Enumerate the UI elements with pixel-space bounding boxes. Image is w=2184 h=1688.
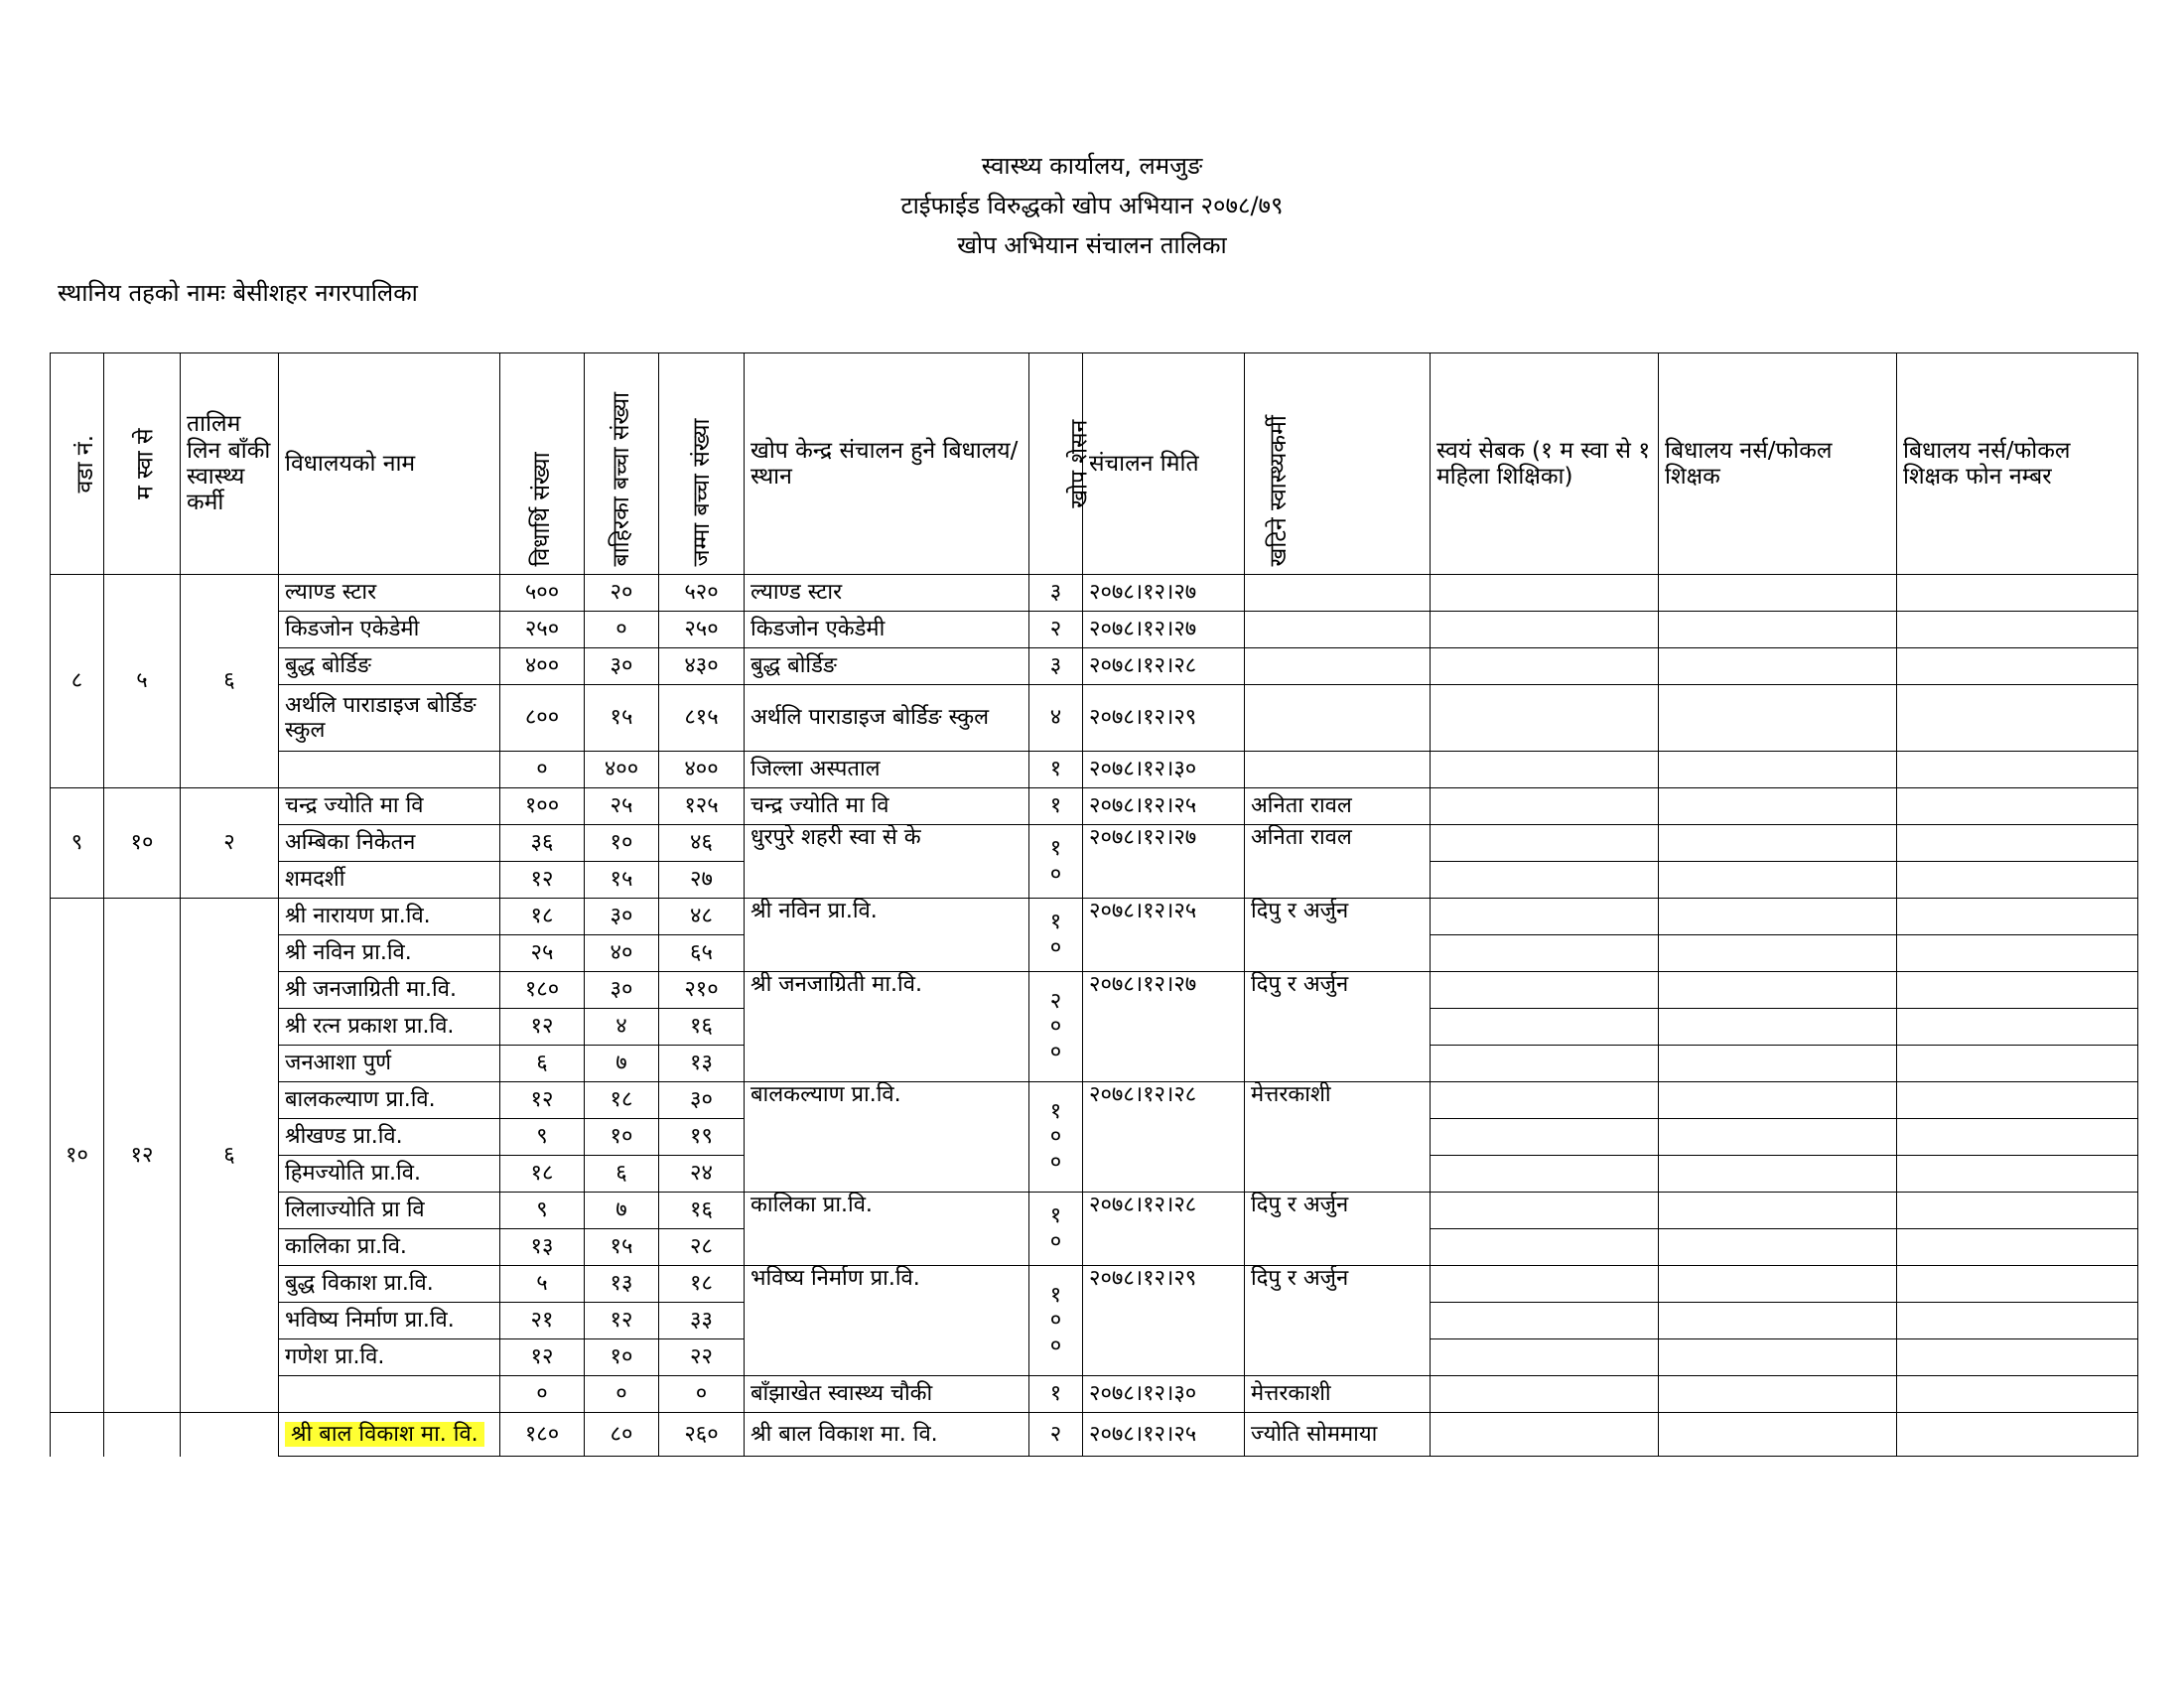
col-ward: वडा नं.: [51, 353, 104, 575]
outside-cell: १३: [585, 1266, 659, 1303]
nurse-cell: [1659, 1413, 1897, 1457]
outside-cell: १८: [585, 1082, 659, 1119]
nurse-phone-cell: [1897, 1156, 2138, 1193]
school-cell: श्री जनजाग्रिती मा.वि.: [279, 972, 500, 1009]
total-cell: ४००: [659, 752, 745, 788]
students-cell: ९: [500, 1193, 585, 1229]
total-cell: ८१५: [659, 685, 745, 752]
nurse-cell: [1659, 862, 1897, 899]
session-cell: १ ०: [1029, 1193, 1083, 1266]
nurse-cell: [1659, 1046, 1897, 1082]
date-cell: २०७८।१२।२९: [1083, 1266, 1245, 1376]
outside-cell: ४००: [585, 752, 659, 788]
school-cell: श्री नारायण प्रा.वि.: [279, 899, 500, 935]
nurse-phone-cell: [1897, 1413, 2138, 1457]
nurse-cell: [1659, 1376, 1897, 1413]
total-cell: १३: [659, 1046, 745, 1082]
nurse-phone-cell: [1897, 575, 2138, 612]
center-cell: जिल्ला अस्पताल: [745, 752, 1029, 788]
nurse-phone-cell: [1897, 935, 2138, 972]
col-fchv: म स्वा से: [104, 353, 181, 575]
outside-cell: ६: [585, 1156, 659, 1193]
col-nurse-phone: बिधालय नर्स/फोकल शिक्षक फोन नम्बर: [1897, 353, 2138, 575]
col-vaccination-center: खोप केन्द्र संचालन हुने बिधालय/स्थान: [745, 353, 1029, 575]
nurse-phone-cell: [1897, 1229, 2138, 1266]
students-cell: १२: [500, 862, 585, 899]
worker-cell: [1245, 752, 1431, 788]
volunteer-cell: [1431, 1229, 1659, 1266]
school-cell: जनआशा पुर्ण: [279, 1046, 500, 1082]
students-cell: १२: [500, 1082, 585, 1119]
nurse-phone-cell: [1897, 1303, 2138, 1339]
volunteer-cell: [1431, 1303, 1659, 1339]
outside-cell: १५: [585, 862, 659, 899]
total-cell: १६: [659, 1193, 745, 1229]
students-cell: ५००: [500, 575, 585, 612]
col-nurse: बिधालय नर्स/फोकल शिक्षक: [1659, 353, 1897, 575]
total-cell: २६०: [659, 1413, 745, 1457]
nurse-phone-cell: [1897, 1376, 2138, 1413]
school-cell: चन्द्र ज्योति मा वि: [279, 788, 500, 825]
nurse-cell: [1659, 1339, 1897, 1376]
total-cell: ४३०: [659, 648, 745, 685]
total-cell: १८: [659, 1266, 745, 1303]
session-cell: ३: [1029, 648, 1083, 685]
total-cell: २७: [659, 862, 745, 899]
nurse-cell: [1659, 1266, 1897, 1303]
total-cell: ५२०: [659, 575, 745, 612]
trained-cell: २: [181, 788, 279, 899]
total-cell: २१०: [659, 972, 745, 1009]
fchv-cell: [104, 1413, 181, 1457]
students-cell: १८: [500, 1156, 585, 1193]
date-cell: २०७८।१२।२८: [1083, 648, 1245, 685]
worker-cell: [1245, 685, 1431, 752]
total-cell: २२: [659, 1339, 745, 1376]
date-cell: २०७८।१२।२८: [1083, 1193, 1245, 1266]
students-cell: ५: [500, 1266, 585, 1303]
date-cell: २०७८।१२।३०: [1083, 1376, 1245, 1413]
header-row: [51, 353, 2138, 575]
nurse-cell: [1659, 1009, 1897, 1046]
school-cell: बुद्ध बोर्डिङ: [279, 648, 500, 685]
school-cell: बालकल्याण प्रा.वि.: [279, 1082, 500, 1119]
nurse-phone-cell: [1897, 899, 2138, 935]
center-cell: ल्याण्ड स्टार: [745, 575, 1029, 612]
nurse-cell: [1659, 685, 1897, 752]
table-row: [51, 788, 2138, 825]
volunteer-cell: [1431, 752, 1659, 788]
outside-cell: ३०: [585, 899, 659, 935]
school-cell: अम्बिका निकेतन: [279, 825, 500, 862]
school-cell: हिमज्योति प्रा.वि.: [279, 1156, 500, 1193]
total-cell: ३३: [659, 1303, 745, 1339]
nurse-cell: [1659, 788, 1897, 825]
trained-cell: [181, 1413, 279, 1457]
nurse-cell: [1659, 825, 1897, 862]
schedule-title: खोप अभियान संचालन तालिका: [957, 231, 1227, 259]
school-cell: शमदर्शी: [279, 862, 500, 899]
nurse-phone-cell: [1897, 862, 2138, 899]
date-cell: २०७८।१२।२७: [1083, 972, 1245, 1082]
center-cell: अर्थलि पाराडाइज बोर्डिङ स्कुल: [745, 685, 1029, 752]
table-row: [51, 648, 2138, 685]
school-cell: [279, 1376, 500, 1413]
school-cell: [279, 1413, 500, 1457]
school-cell: अर्थलि पाराडाइज बोर्डिङ स्कुल: [279, 685, 500, 752]
date-cell: २०७८।१२।२७: [1083, 575, 1245, 612]
students-cell: १८०: [500, 972, 585, 1009]
table-row: [51, 972, 2138, 1009]
center-cell: धुरपुरे शहरी स्वा से के: [745, 825, 1029, 899]
total-cell: ६५: [659, 935, 745, 972]
table-row: [51, 1193, 2138, 1229]
nurse-phone-cell: [1897, 1082, 2138, 1119]
nurse-phone-cell: [1897, 788, 2138, 825]
school-cell: श्री रत्न प्रकाश प्रा.वि.: [279, 1009, 500, 1046]
students-cell: १८: [500, 899, 585, 935]
table-row: [51, 685, 2138, 752]
students-cell: २१: [500, 1303, 585, 1339]
total-cell: ३०: [659, 1082, 745, 1119]
volunteer-cell: [1431, 1376, 1659, 1413]
table-row: [51, 752, 2138, 788]
nurse-cell: [1659, 612, 1897, 648]
table-row: [51, 1376, 2138, 1413]
session-cell: ३: [1029, 575, 1083, 612]
vaccination-schedule-table: [50, 352, 2138, 1457]
outside-cell: १२: [585, 1303, 659, 1339]
students-cell: ०: [500, 752, 585, 788]
center-cell: कालिका प्रा.वि.: [745, 1193, 1029, 1266]
school-cell: लिलाज्योति प्रा वि: [279, 1193, 500, 1229]
outside-cell: १०: [585, 1119, 659, 1156]
nurse-cell: [1659, 899, 1897, 935]
nurse-cell: [1659, 648, 1897, 685]
nurse-cell: [1659, 1229, 1897, 1266]
volunteer-cell: [1431, 1156, 1659, 1193]
nurse-phone-cell: [1897, 1193, 2138, 1229]
volunteer-cell: [1431, 1193, 1659, 1229]
session-cell: १ ० ०: [1029, 1082, 1083, 1193]
nurse-cell: [1659, 935, 1897, 972]
volunteer-cell: [1431, 1413, 1659, 1457]
outside-cell: ०: [585, 612, 659, 648]
total-cell: २८: [659, 1229, 745, 1266]
col-volunteer: स्वयं सेबक (१ म स्वा से १ महिला शिक्षिका): [1431, 353, 1659, 575]
students-cell: १३: [500, 1229, 585, 1266]
total-cell: ४८: [659, 899, 745, 935]
nurse-phone-cell: [1897, 612, 2138, 648]
nurse-phone-cell: [1897, 1009, 2138, 1046]
center-cell: चन्द्र ज्योति मा वि: [745, 788, 1029, 825]
volunteer-cell: [1431, 825, 1659, 862]
nurse-cell: [1659, 972, 1897, 1009]
center-cell: किडजोन एकेडेमी: [745, 612, 1029, 648]
nurse-cell: [1659, 575, 1897, 612]
highlighted-school-name: श्री बाल विकाश मा. वि.: [285, 1422, 484, 1447]
col-school-name: विधालयको नाम: [279, 353, 500, 575]
outside-cell: १५: [585, 1229, 659, 1266]
worker-cell: ज्योति सोममाया: [1245, 1413, 1431, 1457]
volunteer-cell: [1431, 972, 1659, 1009]
nurse-cell: [1659, 752, 1897, 788]
school-cell: श्रीखण्ड प्रा.वि.: [279, 1119, 500, 1156]
date-cell: २०७८।१२।२५: [1083, 788, 1245, 825]
outside-cell: ४०: [585, 935, 659, 972]
session-cell: २: [1029, 612, 1083, 648]
volunteer-cell: [1431, 1119, 1659, 1156]
school-cell: किडजोन एकेडेमी: [279, 612, 500, 648]
volunteer-cell: [1431, 1009, 1659, 1046]
session-cell: १ ० ०: [1029, 1266, 1083, 1376]
table-row: [51, 825, 2138, 862]
worker-cell: मेत्तरकाशी: [1245, 1082, 1431, 1193]
worker-cell: दिपु र अर्जुन: [1245, 1266, 1431, 1376]
students-cell: ४००: [500, 648, 585, 685]
students-cell: १८०: [500, 1413, 585, 1457]
trained-cell: ६: [181, 899, 279, 1413]
col-students: विधार्थि संख्या: [500, 353, 585, 575]
col-outside-children: बाहिरका बच्चा संख्या: [585, 353, 659, 575]
volunteer-cell: [1431, 1339, 1659, 1376]
volunteer-cell: [1431, 648, 1659, 685]
outside-cell: ०: [585, 1376, 659, 1413]
outside-cell: २०: [585, 575, 659, 612]
volunteer-cell: [1431, 1266, 1659, 1303]
table-row: [51, 575, 2138, 612]
students-cell: ३६: [500, 825, 585, 862]
students-cell: १२: [500, 1339, 585, 1376]
volunteer-cell: [1431, 1082, 1659, 1119]
volunteer-cell: [1431, 1046, 1659, 1082]
local-level-name: स्थानिय तहको नामः बेसीशहर नगरपालिका: [58, 279, 418, 307]
nurse-phone-cell: [1897, 972, 2138, 1009]
total-cell: ४६: [659, 825, 745, 862]
volunteer-cell: [1431, 612, 1659, 648]
office-title: स्वास्थ्य कार्यालय, लमजुङ: [981, 152, 1203, 180]
nurse-cell: [1659, 1082, 1897, 1119]
fchv-cell: १२: [104, 899, 181, 1413]
worker-cell: [1245, 612, 1431, 648]
date-cell: २०७८।१२।२७: [1083, 825, 1245, 899]
outside-cell: ३०: [585, 972, 659, 1009]
date-cell: २०७८।१२।२५: [1083, 1413, 1245, 1457]
school-cell: ल्याण्ड स्टार: [279, 575, 500, 612]
total-cell: २५०: [659, 612, 745, 648]
session-cell: १: [1029, 788, 1083, 825]
total-cell: १२५: [659, 788, 745, 825]
date-cell: २०७८।१२।२८: [1083, 1082, 1245, 1193]
nurse-cell: [1659, 1156, 1897, 1193]
outside-cell: १०: [585, 825, 659, 862]
worker-cell: दिपु र अर्जुन: [1245, 972, 1431, 1082]
school-cell: श्री नविन प्रा.वि.: [279, 935, 500, 972]
trained-cell: ६: [181, 575, 279, 788]
date-cell: २०७८।१२।२५: [1083, 899, 1245, 972]
outside-cell: २५: [585, 788, 659, 825]
col-health-worker: खटिने स्वास्थ्यकर्मी: [1245, 353, 1431, 575]
volunteer-cell: [1431, 862, 1659, 899]
students-cell: १२: [500, 1009, 585, 1046]
col-date: संचालन मिति: [1083, 353, 1245, 575]
volunteer-cell: [1431, 899, 1659, 935]
nurse-phone-cell: [1897, 752, 2138, 788]
outside-cell: ८०: [585, 1413, 659, 1457]
nurse-phone-cell: [1897, 1266, 2138, 1303]
outside-cell: १५: [585, 685, 659, 752]
ward-cell: [51, 1413, 104, 1457]
center-cell: बाँझाखेत स्वास्थ्य चौकी: [745, 1376, 1029, 1413]
nurse-phone-cell: [1897, 825, 2138, 862]
school-cell: बुद्ध विकाश प्रा.वि.: [279, 1266, 500, 1303]
date-cell: २०७८।१२।३०: [1083, 752, 1245, 788]
session-cell: २ ० ०: [1029, 972, 1083, 1082]
session-cell: १: [1029, 1376, 1083, 1413]
worker-cell: मेत्तरकाशी: [1245, 1376, 1431, 1413]
session-cell: ४: [1029, 685, 1083, 752]
table-row: [51, 1266, 2138, 1303]
total-cell: १९: [659, 1119, 745, 1156]
worker-cell: दिपु र अर्जुन: [1245, 1193, 1431, 1266]
total-cell: १६: [659, 1009, 745, 1046]
outside-cell: ३०: [585, 648, 659, 685]
ward-cell: १०: [51, 899, 104, 1413]
nurse-cell: [1659, 1119, 1897, 1156]
table-row: [51, 612, 2138, 648]
nurse-cell: [1659, 1193, 1897, 1229]
total-cell: ०: [659, 1376, 745, 1413]
students-cell: ९: [500, 1119, 585, 1156]
session-cell: २: [1029, 1413, 1083, 1457]
outside-cell: ४: [585, 1009, 659, 1046]
nurse-phone-cell: [1897, 648, 2138, 685]
students-cell: १००: [500, 788, 585, 825]
outside-cell: ७: [585, 1046, 659, 1082]
table-row: [51, 1082, 2138, 1119]
worker-cell: दिपु र अर्जुन: [1245, 899, 1431, 972]
table-row: [51, 1413, 2138, 1457]
students-cell: ६: [500, 1046, 585, 1082]
outside-cell: १०: [585, 1339, 659, 1376]
students-cell: ०: [500, 1376, 585, 1413]
center-cell: बालकल्याण प्रा.वि.: [745, 1082, 1029, 1193]
session-cell: १ ०: [1029, 899, 1083, 972]
nurse-phone-cell: [1897, 1046, 2138, 1082]
nurse-phone-cell: [1897, 1119, 2138, 1156]
center-cell: भविष्य निर्माण प्रा.वि.: [745, 1266, 1029, 1376]
students-cell: ८००: [500, 685, 585, 752]
campaign-title: टाईफाईड विरुद्धको खोप अभियान २०७८/७९: [900, 192, 1284, 219]
school-cell: गणेश प्रा.वि.: [279, 1339, 500, 1376]
worker-cell: अनिता रावल: [1245, 788, 1431, 825]
school-cell: कालिका प्रा.वि.: [279, 1229, 500, 1266]
date-cell: २०७८।१२।२९: [1083, 685, 1245, 752]
volunteer-cell: [1431, 788, 1659, 825]
session-cell: १: [1029, 752, 1083, 788]
school-cell: [279, 752, 500, 788]
ward-cell: ९: [51, 788, 104, 899]
center-cell: श्री जनजाग्रिती मा.वि.: [745, 972, 1029, 1082]
center-cell: श्री बाल विकाश मा. वि.: [745, 1413, 1029, 1457]
worker-cell: [1245, 575, 1431, 612]
col-trained-remaining: तालिम लिन बाँकी स्वास्थ्य कर्मी: [181, 353, 279, 575]
volunteer-cell: [1431, 575, 1659, 612]
fchv-cell: ५: [104, 575, 181, 788]
students-cell: २५: [500, 935, 585, 972]
nurse-phone-cell: [1897, 685, 2138, 752]
session-cell: १ ०: [1029, 825, 1083, 899]
nurse-cell: [1659, 1303, 1897, 1339]
table-row: [51, 899, 2138, 935]
nurse-phone-cell: [1897, 1339, 2138, 1376]
volunteer-cell: [1431, 935, 1659, 972]
center-cell: बुद्ध बोर्डिङ: [745, 648, 1029, 685]
students-cell: २५०: [500, 612, 585, 648]
school-cell: भविष्य निर्माण प्रा.वि.: [279, 1303, 500, 1339]
center-cell: श्री नविन प्रा.वि.: [745, 899, 1029, 972]
ward-cell: ८: [51, 575, 104, 788]
col-total-children: जम्मा बच्चा संख्या: [659, 353, 745, 575]
worker-cell: [1245, 648, 1431, 685]
fchv-cell: १०: [104, 788, 181, 899]
volunteer-cell: [1431, 685, 1659, 752]
outside-cell: ७: [585, 1193, 659, 1229]
date-cell: २०७८।१२।२७: [1083, 612, 1245, 648]
worker-cell: अनिता रावल: [1245, 825, 1431, 899]
col-session: खोप शेसन: [1029, 353, 1083, 575]
total-cell: २४: [659, 1156, 745, 1193]
